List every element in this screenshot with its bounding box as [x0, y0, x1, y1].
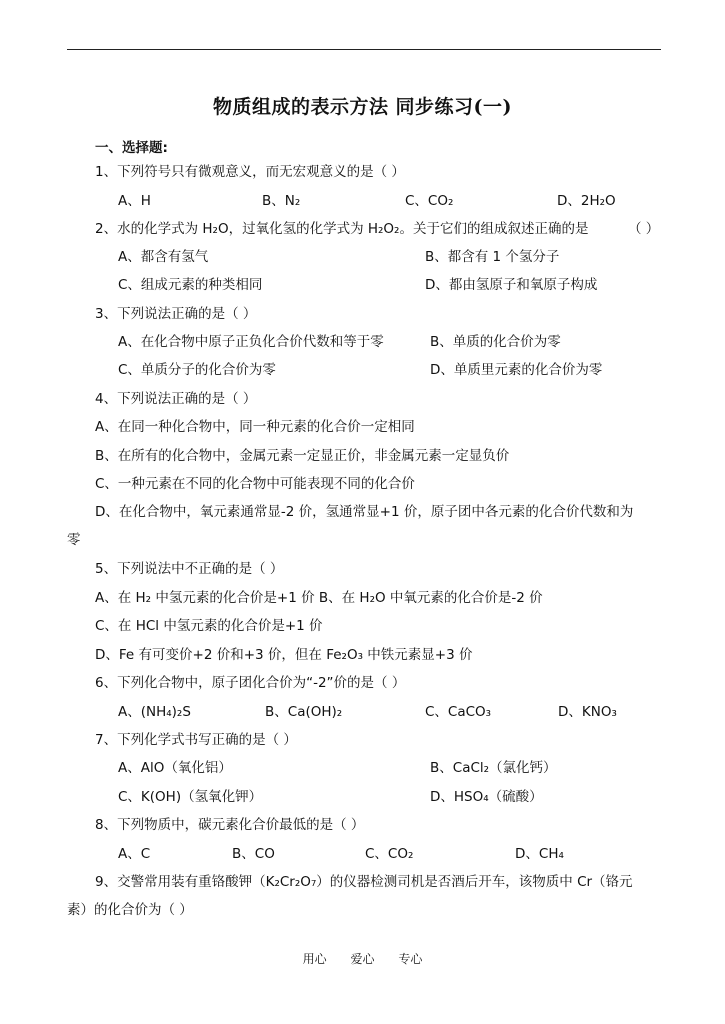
- q1-option-d: D、2H₂O: [557, 193, 616, 209]
- q2-option-b: B、都含有 1 个氢分子: [425, 249, 560, 265]
- q8-option-b: B、CO: [232, 846, 275, 862]
- question-2-paren: （ ）: [628, 221, 660, 237]
- q4-option-b: B、在所有的化合物中，金属元素一定显正价，非金属元素一定显负价: [95, 448, 510, 464]
- question-2: 2、水的化学式为 H₂O，过氧化氢的化学式为 H₂O₂。关于它们的组成叙述正确的是: [95, 221, 589, 237]
- page-footer: [0, 950, 725, 967]
- q3-option-b: B、单质的化合价为零: [430, 334, 561, 350]
- question-8: 8、下列物质中，碳元素化合价最低的是（ ）: [95, 817, 365, 833]
- q7-option-b: B、CaCl₂（氯化钙）: [430, 760, 557, 776]
- q2-option-d: D、都由氢原子和氧原子构成: [425, 277, 598, 293]
- question-3: 3、下列说法正确的是（ ）: [95, 306, 257, 322]
- footer-word-1: 用心: [302, 952, 327, 966]
- section-heading: 一、选择题:: [95, 140, 168, 156]
- q8-option-d: D、CH₄: [515, 846, 564, 862]
- q1-option-b: B、N₂: [262, 193, 301, 209]
- q7-option-d: D、HSO₄（硫酸）: [430, 789, 543, 805]
- question-9: 9、交警常用装有重铬酸钾（K₂Cr₂O₇）的仪器检测司机是否酒后开车，该物质中 Cr（铬元: [95, 874, 633, 890]
- q4-option-a: A、在同一种化合物中，同一种元素的化合价一定相同: [95, 419, 415, 435]
- q5-option-d: D、Fe 有可变价+2 价和+3 价，但在 Fe₂O₃ 中铁元素显+3 价: [95, 647, 473, 663]
- question-9-cont: 素）的化合价为（ ）: [67, 902, 193, 918]
- footer-word-3: 专心: [398, 952, 423, 966]
- q6-option-c: C、CaCO₃: [425, 704, 492, 720]
- question-7: 7、下列化学式书写正确的是（ ）: [95, 732, 297, 748]
- question-1: 1、下列符号只有微观意义，而无宏观意义的是（ ）: [95, 164, 405, 180]
- q6-option-d: D、KNO₃: [558, 704, 617, 720]
- q6-option-b: B、Ca(OH)₂: [265, 704, 343, 720]
- q5-options-ab: A、在 H₂ 中氢元素的化合价是+1 价 B、在 H₂O 中氧元素的化合价是-2 价: [95, 590, 543, 606]
- q8-option-a: A、C: [118, 846, 151, 862]
- question-6: 6、下列化合物中，原子团化合价为“-2”价的是（ ）: [95, 675, 406, 691]
- q1-option-c: C、CO₂: [405, 193, 454, 209]
- q3-option-c: C、单质分子的化合价为零: [118, 362, 276, 378]
- q7-option-c: C、K(OH)（氢氧化钾）: [118, 789, 263, 805]
- page-title: 物质组成的表示方法 同步练习(一): [212, 96, 513, 118]
- question-5: 5、下列说法中不正确的是（ ）: [95, 561, 284, 577]
- q3-option-d: D、单质里元素的化合价为零: [430, 362, 603, 378]
- q4-option-d-cont: 零: [67, 532, 81, 548]
- q4-option-d: D、在化合物中，氧元素通常显-2 价，氢通常显+1 价，原子团中各元素的化合价代数和为: [95, 504, 634, 520]
- q5-option-c: C、在 HCl 中氢元素的化合价是+1 价: [95, 618, 323, 634]
- header-rule: [67, 49, 661, 50]
- q3-option-a: A、在化合物中原子正负化合价代数和等于零: [118, 334, 384, 350]
- q2-option-c: C、组成元素的种类相同: [118, 277, 263, 293]
- q4-option-c: C、一种元素在不同的化合物中可能表现不同的化合价: [95, 476, 415, 492]
- question-4: 4、下列说法正确的是（ ）: [95, 391, 257, 407]
- q7-option-a: A、AlO（氧化铝）: [118, 760, 232, 776]
- footer-word-2: 爱心: [350, 952, 375, 966]
- q1-option-a: A、H: [118, 193, 151, 209]
- q2-option-a: A、都含有氢气: [118, 249, 209, 265]
- q8-option-c: C、CO₂: [365, 846, 414, 862]
- q6-option-a: A、(NH₄)₂S: [118, 704, 191, 720]
